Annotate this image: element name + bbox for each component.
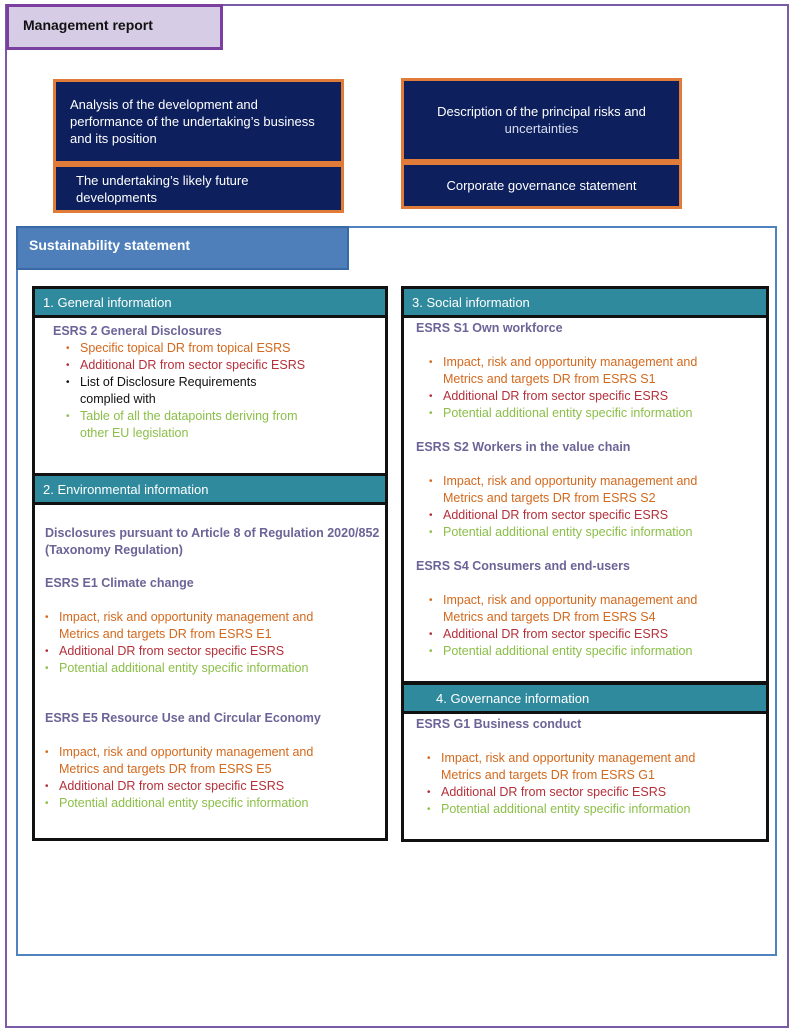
- governance-statement-box: [401, 162, 682, 209]
- e5-heading: ESRS E5 Resource Use and Circular Economy: [45, 711, 321, 725]
- management-report-title: Management report: [6, 4, 223, 50]
- sustainability-title: Sustainability statement: [16, 226, 349, 270]
- analysis-box: [53, 79, 344, 164]
- taxonomy-heading: Disclosures pursuant to Article 8 of Regulation 2020/852 (Taxonomy Regulation): [45, 526, 380, 557]
- governance-header: [401, 682, 769, 714]
- list-item: • Additional DR from sector specific ESRS: [429, 388, 734, 405]
- environmental-header: [32, 473, 388, 505]
- list-item: • Potential additional entity specific information: [427, 801, 732, 818]
- list-item: • Potential additional entity specific information: [429, 643, 734, 660]
- e1-heading: ESRS E1 Climate change: [45, 576, 194, 590]
- social-title: 3. Social information: [412, 294, 530, 310]
- list-item: • Additional DR from sector specific ESRS: [66, 357, 306, 374]
- environmental-title: 2. Environmental information: [43, 481, 209, 497]
- list-item: • Impact, risk and opportunity management and Metrics and targets DR from ESRS E1: [45, 609, 345, 643]
- general-title: 1. General information: [43, 294, 172, 310]
- governance-content: [416, 716, 761, 818]
- analysis-text: Analysis of the development and performance of the undertaking’s business and its position: [70, 97, 315, 146]
- general-header: [32, 286, 388, 318]
- list-item: • Potential additional entity specific information: [429, 524, 734, 541]
- s4-heading: ESRS S4 Consumers and end-users: [416, 559, 630, 573]
- list-item: • Table of all the datapoints deriving from other EU legislation: [66, 408, 306, 442]
- list-item: • Additional DR from sector specific ESRS: [45, 778, 345, 795]
- s2-heading: ESRS S2 Workers in the value chain: [416, 440, 631, 454]
- g1-heading: ESRS G1 Business conduct: [416, 717, 582, 731]
- general-heading: ESRS 2 General Disclosures: [53, 324, 222, 338]
- list-item: • Impact, risk and opportunity management and Metrics and targets DR from ESRS S4: [429, 592, 734, 626]
- future-developments-box: [53, 164, 344, 213]
- risks-text-line2: uncertainties: [504, 121, 579, 136]
- list-item: • Additional DR from sector specific ESRS: [429, 507, 734, 524]
- list-item: • Impact, risk and opportunity management and Metrics and targets DR from ESRS S1: [429, 354, 734, 388]
- governance-title: 4. Governance information: [436, 690, 590, 706]
- list-item: • Impact, risk and opportunity management and Metrics and targets DR from ESRS E5: [45, 744, 345, 778]
- environmental-content: [45, 525, 380, 812]
- risks-text-line1: Description of the principal risks and: [437, 104, 646, 119]
- list-item: • Additional DR from sector specific ESRS: [429, 626, 734, 643]
- list-item: • Impact, risk and opportunity management and Metrics and targets DR from ESRS G1: [427, 750, 732, 784]
- social-content: [416, 320, 761, 660]
- list-item: • Impact, risk and opportunity management and Metrics and targets DR from ESRS S2: [429, 473, 734, 507]
- risks-box: [401, 78, 682, 162]
- list-item: • Potential additional entity specific information: [45, 795, 345, 812]
- list-item: • Potential additional entity specific information: [45, 660, 345, 677]
- future-developments-text: The undertaking’s likely future developments: [76, 172, 249, 205]
- list-item: • List of Disclosure Requirements complied with: [66, 374, 270, 408]
- governance-statement-text: Corporate governance statement: [446, 178, 637, 193]
- list-item: • Potential additional entity specific information: [429, 405, 734, 422]
- s1-heading: ESRS S1 Own workforce: [416, 321, 563, 335]
- social-header: [401, 286, 769, 318]
- general-content: [53, 323, 353, 442]
- list-item: • Additional DR from sector specific ESRS: [427, 784, 732, 801]
- list-item: • Specific topical DR from topical ESRS: [66, 340, 306, 357]
- list-item: • Additional DR from sector specific ESRS: [45, 643, 345, 660]
